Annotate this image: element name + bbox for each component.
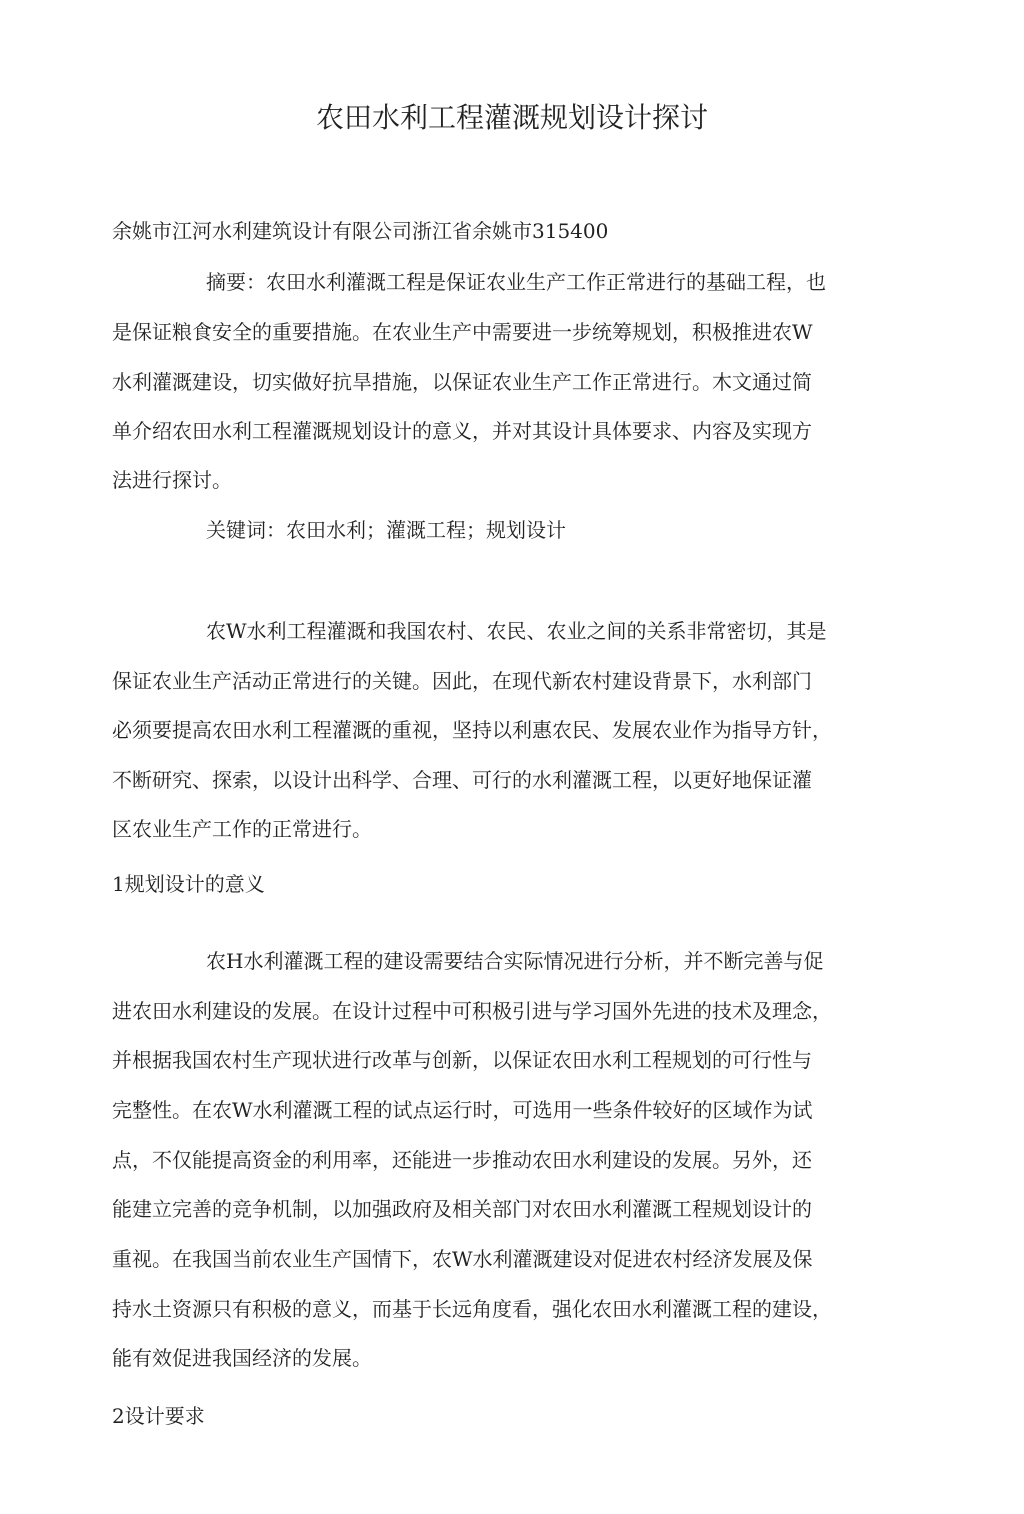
section1-line: 进农田水利建设的发展。在设计过程中可积极引进与学习国外先进的技术及理念， (112, 999, 832, 1023)
intro-line: 农W水利工程灌溉和我国农村、农民、农业之间的关系非常密切，其是 (206, 619, 827, 643)
section1-line: 能建立完善的竞争机制，以加强政府及相关部门对农田水利灌溉工程规划设计的 (112, 1197, 812, 1221)
section-heading-2: 2设计要求 (112, 1404, 205, 1428)
intro-line: 区农业生产工作的正常进行。 (112, 817, 372, 841)
keywords-line: 关键词：农田水利；灌溉工程；规划设计 (206, 518, 566, 542)
author-affiliation: 余姚市江河水利建筑设计有限公司浙江省余姚市315400 (112, 219, 609, 243)
document-title: 农田水利工程灌溉规划设计探讨 (315, 101, 708, 134)
abstract-line: 法进行探讨。 (112, 468, 232, 492)
section1-line: 能有效促进我国经济的发展。 (112, 1346, 372, 1370)
section1-line: 点，不仅能提高资金的利用率，还能进一步推动农田水利建设的发展。另外，还 (112, 1148, 812, 1172)
intro-line: 不断研究、探索，以设计出科学、合理、可行的水利灌溉工程，以更好地保证灌 (112, 768, 812, 792)
intro-line: 保证农业生产活动正常进行的关键。因此，在现代新农村建设背景下，水利部门 (112, 669, 812, 693)
intro-line: 必须要提高农田水利工程灌溉的重视，坚持以利惠农民、发展农业作为指导方针， (112, 718, 832, 742)
section1-line: 并根据我国农村生产现状进行改革与创新，以保证农田水利工程规划的可行性与 (112, 1048, 812, 1072)
abstract-line: 摘要：农田水利灌溉工程是保证农业生产工作正常进行的基础工程，也 (206, 270, 826, 294)
section1-line: 农H水利灌溉工程的建设需要结合实际情况进行分析，并不断完善与促 (206, 949, 824, 973)
section1-line: 重视。在我国当前农业生产国情下，农W水利灌溉建设对促进农村经济发展及保 (112, 1247, 813, 1271)
section1-line: 完整性。在农W水利灌溉工程的试点运行时，可选用一些条件较好的区域作为试 (112, 1098, 813, 1122)
abstract-line: 水利灌溉建设，切实做好抗旱措施，以保证农业生产工作正常进行。木文通过简 (112, 370, 812, 394)
section-heading-1: 1规划设计的意义 (112, 872, 265, 896)
abstract-line: 是保证粮食安全的重要措施。在农业生产中需要进一步统筹规划，积极推进农W (112, 320, 813, 344)
section1-line: 持水土资源只有积极的意义，而基于长远角度看，强化农田水利灌溉工程的建设， (112, 1297, 832, 1321)
abstract-line: 单介绍农田水利工程灌溉规划设计的意义，并对其设计具体要求、内容及实现方 (112, 419, 812, 443)
